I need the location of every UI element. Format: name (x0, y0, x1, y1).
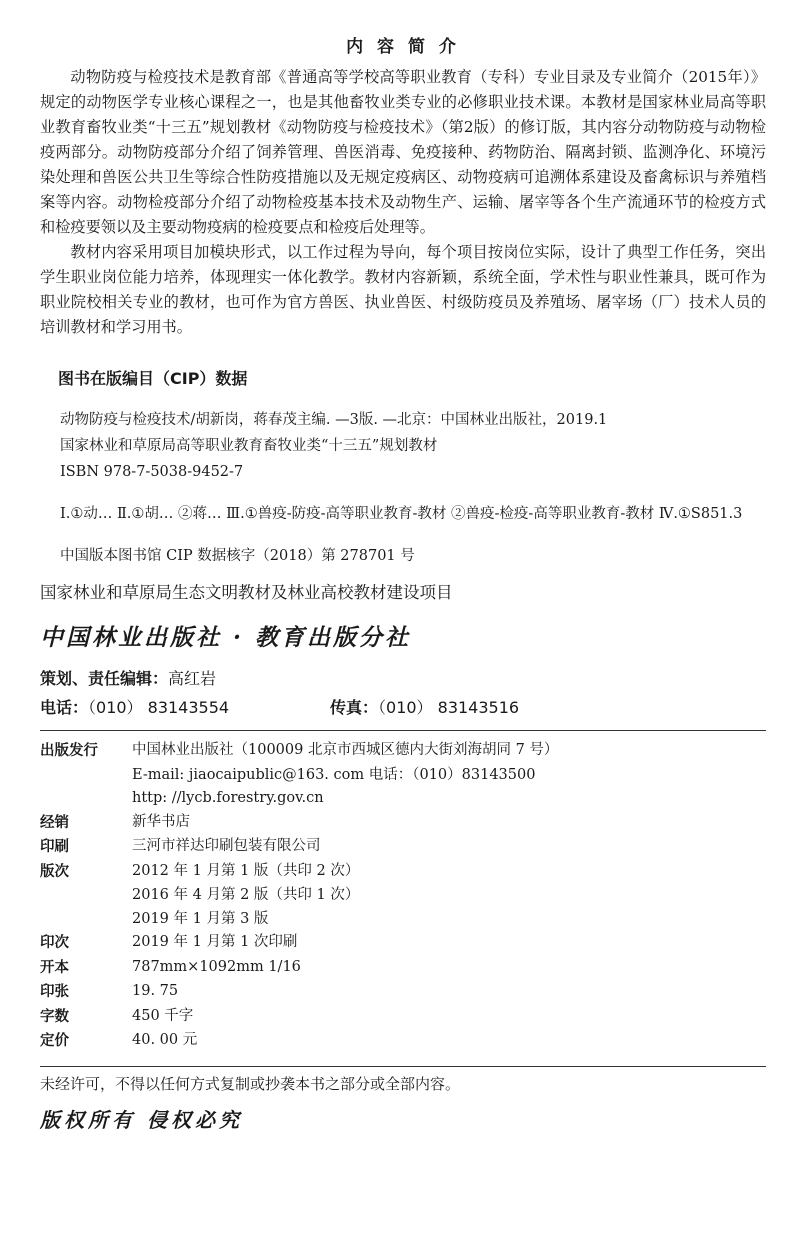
cip-isbn: ISBN 978-7-5038-9452-7 (60, 464, 244, 480)
detail-value: 2012 年 1 月第 1 版（共印 2 次） (132, 862, 360, 879)
detail-row (40, 787, 766, 811)
cip-record (60, 407, 766, 485)
divider-bottom (40, 1066, 766, 1067)
detail-value: http: //lycb.forestry.gov.cn (132, 790, 324, 806)
detail-value: 三河市祥达印刷包装有限公司 (132, 838, 321, 854)
detail-label: 定价 (40, 1032, 69, 1049)
rights-reserved: 版权所有 侵权必究 (40, 1107, 243, 1132)
editor-label: 策划、责任编辑： (40, 669, 169, 688)
detail-label: 开本 (40, 958, 69, 976)
detail-row (40, 811, 766, 836)
phone-number: （010） 83143554 (88, 698, 230, 717)
detail-value: 40. 00 元 (132, 1032, 198, 1048)
detail-value: E-mail: jiaocaipublic@163. com 电话：（010）83143500 (132, 766, 536, 783)
cip-check-number: 中国版本图书馆 CIP 数据核字（2018）第 278701 号 (60, 548, 415, 564)
detail-row (40, 1005, 766, 1030)
detail-row (40, 835, 766, 860)
detail-value: 2019 年 1 月第 3 版 (132, 910, 269, 927)
detail-value: 787mm×1092mm 1/16 (132, 958, 301, 975)
detail-row (40, 884, 766, 908)
detail-label: 出版发行 (40, 742, 98, 759)
detail-row (40, 956, 766, 981)
detail-value: 新华书店 (132, 813, 190, 830)
detail-label: 印刷 (40, 838, 69, 855)
detail-value: 450 千字 (132, 1007, 194, 1024)
detail-row (40, 860, 766, 885)
phone-label: 电话： (40, 698, 89, 717)
copyright-page (40, 20, 766, 1133)
editor-line (40, 666, 766, 689)
detail-value: 2019 年 1 月第 1 次印刷 (132, 934, 298, 950)
detail-row (40, 764, 766, 788)
fax-label: 传真： (330, 698, 379, 717)
cip-series-line: 国家林业和草原局高等职业教育畜牧业类“十三五”规划教材 (60, 438, 438, 454)
detail-row (40, 980, 766, 1005)
detail-label: 字数 (40, 1007, 69, 1025)
detail-label: 印次 (40, 934, 69, 951)
cip-heading: 图书在版编目（CIP）数据 (58, 369, 248, 388)
detail-row (40, 908, 766, 932)
detail-value: 19. 75 (132, 983, 179, 999)
detail-value: 2016 年 4 月第 2 版（共印 1 次） (132, 887, 360, 903)
cip-title-line: 动物防疫与检疫技术/胡新岗，蒋春茂主编. —3版. —北京：中国林业出版社，2019.1 (60, 412, 608, 428)
intro-title: 内 容 简 介 (346, 37, 460, 57)
detail-row (40, 739, 766, 764)
editor-name: 高红岩 (168, 669, 217, 688)
detail-label: 印张 (40, 983, 69, 1000)
intro-paragraph-2: 教材内容采用项目加模块形式，以工作过程为导向，每个项目按岗位实际，设计了典型工作任务，突出学生职业岗位能力培养，体现理实一体化教学。教材内容新颖，系统全面，学术性与职业性兼具，既可作为职业院校相关专业的教材，也可作为官方兽医、执业兽医、村级防疫员及养殖场、屠宰场（厂）技术人员的培训教材和学习用书。 (40, 243, 766, 336)
intro-paragraph-1: 动物防疫与检疫技术是教育部《普通高等学校高等职业教育（专科）专业目录及专业简介（2015年）》规定的动物医学专业核心课程之一，也是其他畜牧业类专业的必修职业技术课。本教材是国家林业局高等职业教育畜牧业类“十三五”规划教材《动物防疫与检疫技术》（第2版）的修订版，其内容分动物防疫与动物检疫两部分。动物防疫部分介绍了饲养管理、兽医消毒、免疫接种、药物防治、隔离封锁、监测净化、环境污染处理和兽医公共卫生等综合性防疫措施以及无规定疫病区、动物疫病可追溯体系建设及畜禽标识与养殖档案等内容。动物检疫部分介绍了动物检疫基本技术及动物生产、运输、屠宰等各个生产流通环节的检疫方式和检疫要领以及主要动物疫病的检疫要点和检疫后处理等。 (40, 68, 766, 236)
detail-row (40, 931, 766, 956)
copy-notice: 未经许可，不得以任何方式复制或抄袭本书之部分或全部内容。 (40, 1074, 461, 1093)
contact-row (40, 695, 766, 718)
detail-value: 中国林业出版社（100009 北京市西城区德内大街刘海胡同 7 号） (132, 742, 559, 758)
detail-label: 经销 (40, 813, 69, 831)
divider-top (40, 730, 766, 731)
detail-row (40, 1029, 766, 1054)
project-line: 国家林业和草原局生态文明教材及林业高校教材建设项目 (40, 583, 453, 602)
detail-label: 版次 (40, 862, 69, 880)
fax-number: （010） 83143516 (378, 698, 520, 717)
cip-classification: Ⅰ.①动… Ⅱ.①胡… ②蒋… Ⅲ.①兽疫-防疫-高等职业教育-教材 ②兽疫-检疫-高等职业教育-教材 Ⅳ.①S851.3 (60, 506, 743, 522)
publication-details (40, 739, 766, 1054)
publisher-name: 中国林业出版社 · 教育出版分社 (40, 624, 412, 651)
